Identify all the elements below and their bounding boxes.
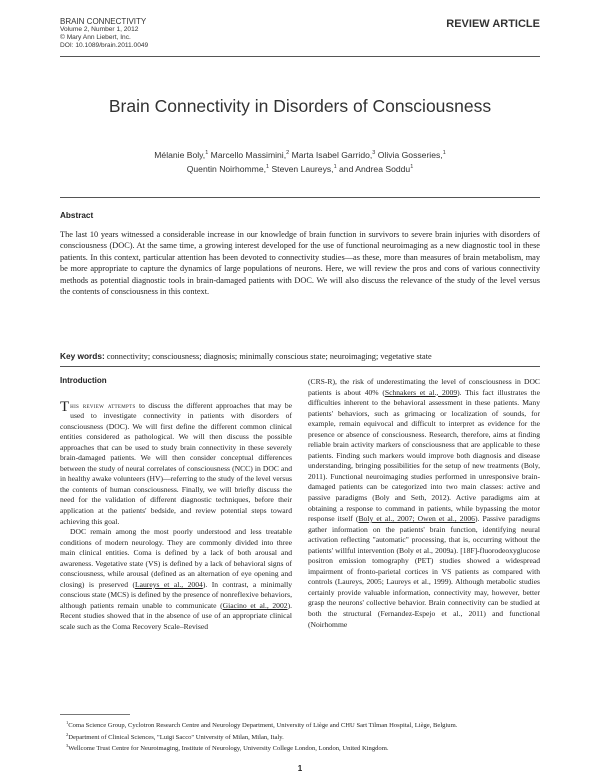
lead-in: his review attempts [70,400,136,410]
keywords-text: connectivity; consciousness; diagnosis; minimally conscious state; neuroimaging; vegetative state [106,352,432,361]
footnote-number: 3 [66,743,69,749]
author-affiliation: 1 [410,163,414,170]
citation-link[interactable]: Giacino et al., 2002 [222,600,288,610]
footnote [60,719,540,731]
section-heading-introduction: Introduction [60,376,107,385]
footnote [60,731,540,743]
paragraph-text: ). Passive paradigms gather information on the patients' brain function, identifying neural activation reflecting "automatic" processing, that is, occurring without the patients' willful intervention (Boly et al., 2009a). [18F]-fluorodeoxyglucose positron emission tomography (PET) studies showed a widespread impairment of fronto-parietal cortices in VS patients as compared with controls (Laureys, 2005; Laureys et al., 1999). Although metabolic studies certainly provide valuable information, connectivity may, however, better grasp the neurons' collective behavior. Brain connectivity can be studied at both the structural (Fernandez-Espejo et al., 2011) and functional (Noirhomme [308,514,540,629]
author: Steven Laureys, [271,163,334,174]
footnote-number: 2 [66,731,69,737]
keywords-label: Key words: [60,351,105,361]
abstract-heading: Abstract [60,211,94,220]
footnote-number: 1 [66,720,69,725]
abstract-bottom-rule [60,366,540,367]
intro-paragraph-1 [60,398,292,528]
footnote-rule [60,714,130,715]
footnote [60,742,540,754]
paragraph-text: ). Recent studies showed that in the absence of use of an appropriate clinical scale such as the Coma Recovery Scale–Revised [60,600,292,632]
article-type: REVIEW ARTICLE [446,18,540,30]
author-affiliation: 1 [442,150,446,156]
author-affiliation: 3 [372,150,376,156]
doi: DOI: 10.1089/brain.2011.0049 [60,42,149,49]
keywords [60,351,540,361]
abstract-top-rule [60,197,540,198]
author: Marta Isabel Garrido, [291,149,373,160]
author: and Andrea Soddu [339,163,411,174]
citation-link[interactable]: Schnakers et al., 2009 [384,387,458,397]
paragraph-text: ). In contrast, a minimally conscious state (MCS) is defined by the presence of nonreflexive behaviors, although patients remain unable to communicate ( [60,579,292,610]
intro-paragraph-2 [60,527,292,632]
author: Quentin Noirhomme, [186,163,266,174]
author-affiliation: 1 [266,163,270,170]
author-list [90,147,510,175]
page-number: 1 [297,764,303,773]
citation-link[interactable]: Laureys et al., 2004 [135,579,203,589]
right-column [308,377,540,630]
author-affiliation: 1 [333,163,337,170]
paragraph-text: DOC remain among the most poorly understood and less treatable conditions of modern neurology. They are commonly divided into three main clinical entities. Coma is defined by a lack of both arousal and awareness. Vegetative state (VS) is defined by a lack of behavioral signs of consciousness, while arousal (defined as an alternation of eye opening and closing) is preserved ( [60,527,292,589]
footnotes [60,719,540,754]
copyright: © Mary Ann Liebert, Inc. [60,34,131,41]
left-column [60,376,292,633]
paragraph-text: (CRS-R), the risk of underestimating the level of consciousness in DOC patients is about 40% ( [308,377,540,397]
author: Mélanie Boly, [154,149,206,160]
journal-name: BRAIN CONNECTIVITY [60,17,147,26]
journal-volume: Volume 2, Number 1, 2012 [60,26,139,33]
header-rule [60,56,540,57]
paper-title: Brain Connectivity in Disorders of Consciousness [108,96,492,116]
footnote-text: Coma Science Group, Cyclotron Research Centre and Neurology Department, University of Liège and CHU Sart Tilman Hospital, Liège, Belgium. [68,722,458,730]
author-affiliation: 1 [205,150,209,156]
drop-cap: T [60,398,70,415]
paragraph-text: ). This fact illustrates the difficulties inherent to the behavioral assessment in these patients. Many patients' behaviors, such as grimacing or localization of sounds, for example, remain equivocal and difficult to interpret as evidence for the presence or absence of consciousness. Research, therefore, aims at finding reliable brain activity markers of consciousness that are applicable to these patients. Finding such markers would improve both diagnosis and disease understanding, bringing possibilities for the setup of new treatments (Boly, 2011). Functional neuroimaging studies performed in unresponsive brain-damaged patients can be categorized into two main classes: active and passive paradigms (Boly and Seth, 2012). Active paradigms aim at obtaining a response to command in patients, while bypassing the motor response itself ( [308,387,540,524]
abstract-text: The last 10 years witnessed a considerable increase in our knowledge of brain function in survivors to severe brain injuries with disorders of consciousness (DOC). At the same time, a growing interest developed for the use of functional neuroimaging as a new diagnostic tool in these patients. In this context, particular attention has been devoted to connectivity studies—as these, more than measures of brain metabolism, may be more appropriate to capture the dynamics of large populations of neurons. Here, we will review the pros and cons of various connectivity methods as potential diagnostic tools in brain-damaged patients with DOC. We will also discuss the relevance of the study of the level versus the contents of consciousness in this context. [60,230,540,297]
author: Olivia Gosseries, [377,149,443,160]
author: Marcello Massimini, [210,149,287,160]
author-affiliation: 2 [286,150,290,156]
footnote-text: Department of Clinical Sciences, "Luigi Sacco" University of Milan, Milan, Italy. [68,733,284,741]
journal-header [60,18,148,50]
intro-paragraph-continued [308,377,540,630]
paragraph-text: to discuss the different approaches that may be used to investigate connectivity in patients with disorders of consciousness (DOC). We will first define the different common clinical entities considered as pathological. We will then discuss the possible approaches that can be used to study brain connectivity in these severely brain-damaged patients. We will then consider conceptual differences between the study of neural correlates of consciousness (NCC) in DOC and in healthy awake volunteers (HV)—referring to the study of the level versus the contents of human consciousness. Finally, we will briefly discuss the need for the validation of different diagnostic techniques, before their application at the patients' bedside, and review potential steps toward achieving this goal. [60,400,292,526]
citation-link[interactable]: Boly et al., 2007; Owen et al., 2006 [358,514,475,524]
footnote-text: Wellcome Trust Centre for Neuroimaging, Institute of Neurology, University College London, London, United Kingdom. [68,745,389,753]
